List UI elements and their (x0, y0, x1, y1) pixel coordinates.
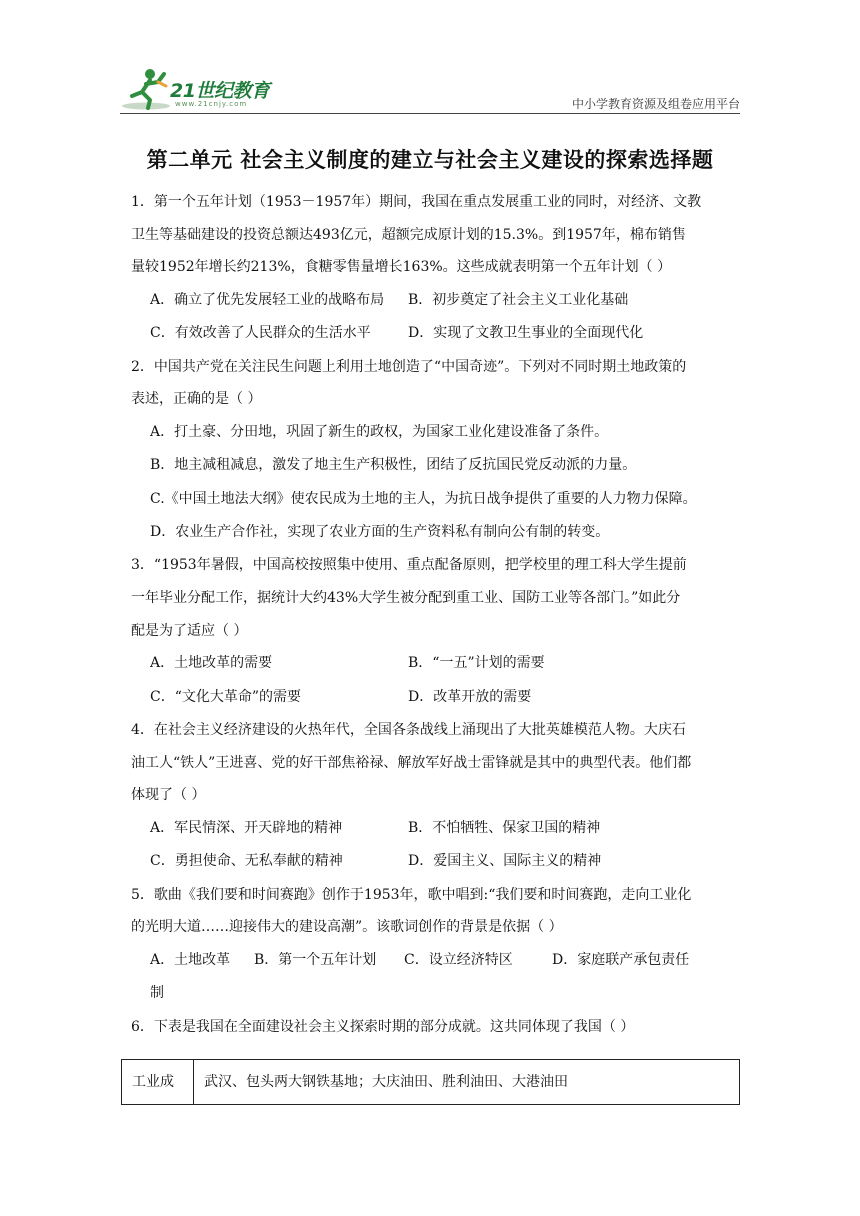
table-label-cell: 工业成 (122, 1060, 194, 1104)
option-row (131, 284, 740, 317)
option-a: A．土地改革的需要 (150, 655, 273, 672)
option-d: D．农业生产合作社，实现了农业方面的生产资料私有制向公有制的转变。 (150, 524, 610, 540)
option-row (131, 845, 740, 878)
question-line: 量较1952年增长约213%，食糖零售量增长163%。这些成就表明第一个五年计划（ ） (131, 259, 672, 276)
question-3 (131, 549, 740, 714)
table-value-cell: 武汉、包头两大钢铁基地；大庆油田、胜利油田、大港油田 (204, 1074, 568, 1090)
option-row (131, 812, 740, 845)
option-b: B．不怕牺牲、保家卫国的精神 (408, 819, 601, 836)
option-a: A．军民情深、开天辟地的精神 (150, 819, 343, 836)
option-d-continued: 制 (150, 985, 164, 1002)
question-line: 一年毕业分配工作，据统计大约43%大学生被分配到重工业、国防工业等各部门。”如此分 (131, 590, 681, 606)
option-d: D．家庭联产承包责任 (552, 951, 690, 968)
option-a: A．土地改革 (150, 951, 231, 968)
option-c: C．设立经济特区 (404, 951, 513, 968)
option-c: C．勇担使命、无私奉献的精神 (150, 853, 343, 870)
question-1 (131, 186, 740, 351)
runner-logo-icon (120, 66, 172, 112)
option-b: B．“一五”计划的需要 (408, 655, 545, 672)
option-b: B．初步奠定了社会主义工业化基础 (408, 291, 629, 308)
question-4 (131, 714, 740, 879)
achievement-table (121, 1059, 740, 1105)
question-6 (131, 1011, 740, 1044)
question-line: 4．在社会主义经济建设的火热年代，全国各条战线上涌现出了大批英雄模范人物。大庆石 (131, 722, 686, 738)
logo-text: 21世纪教育 (170, 80, 270, 102)
option-row (131, 647, 740, 680)
question-line: 油工人“铁人”王进喜、党的好干部焦裕禄、解放军好战士雷锋就是其中的典型代表。他们都 (131, 754, 692, 771)
option-d: D．爱国主义、国际主义的精神 (408, 853, 602, 870)
logo (120, 64, 290, 114)
page-title: 第二单元 社会主义制度的建立与社会主义建设的探索选择题 (146, 147, 714, 172)
option-a: A．打土豪、分田地，巩固了新生的政权，为国家工业化建设准备了条件。 (150, 423, 609, 440)
question-line: 的光明大道……迎接伟大的建设高潮”。该歌词创作的背景是依据（ ） (131, 919, 563, 936)
question-line: 配是为了适应（ ） (131, 622, 248, 639)
option-a: A．确立了优先发展轻工业的战略布局 (150, 291, 385, 308)
question-line: 卫生等基础建设的投资总额达493亿元，超额完成原计划的15.3%。到1957年，棉布销售 (131, 226, 686, 243)
question-list (131, 186, 740, 1043)
page-header (120, 64, 740, 114)
question-line: 体现了（ ） (131, 787, 206, 804)
question-line: 1．第一个五年计划（1953－1957年）期间，我国在重点发展重工业的同时，对经济、文教 (131, 194, 702, 210)
question-5 (131, 879, 740, 1011)
option-row (131, 681, 740, 714)
option-row (131, 317, 740, 350)
platform-name: 中小学教育资源及组卷应用平台 (571, 97, 740, 111)
question-line: 3．“1953年暑假，中国高校按照集中使用、重点配备原则，把学校里的理工科大学生提前 (131, 557, 687, 574)
question-line: 表述，正确的是（ ） (131, 391, 262, 408)
question-line: 5．歌曲《我们要和时间赛跑》创作于1953年，歌中唱到:“我们要和时间赛跑，走向工业化 (131, 886, 692, 903)
question-2 (131, 351, 740, 550)
option-row (131, 944, 740, 977)
option-c: C．有效改善了人民群众的生活水平 (150, 325, 371, 342)
header-divider (120, 113, 740, 114)
option-d: D．实现了文教卫生事业的全面现代化 (408, 325, 644, 342)
option-b: B．第一个五年计划 (254, 951, 377, 968)
question-line: 6．下表是我国在全面建设社会主义探索时期的部分成就。这共同体现了我国（ ） (131, 1018, 635, 1035)
option-d: D．改革开放的需要 (408, 688, 532, 705)
question-line: 2．中国共产党在关注民生问题上利用土地创造了“中国奇迹”。下列对不同时期土地政策的 (131, 358, 687, 375)
option-b: B．地主减租减息，激发了地主生产积极性，团结了反抗国民党反动派的力量。 (150, 457, 637, 474)
logo-url: www.21cnjy.com (175, 100, 248, 108)
option-c: C．“文化大革命”的需要 (150, 688, 302, 705)
option-c: C.《中国土地法大纲》使农民成为土地的主人，为抗日战争提供了重要的人力物力保障。 (150, 490, 697, 507)
